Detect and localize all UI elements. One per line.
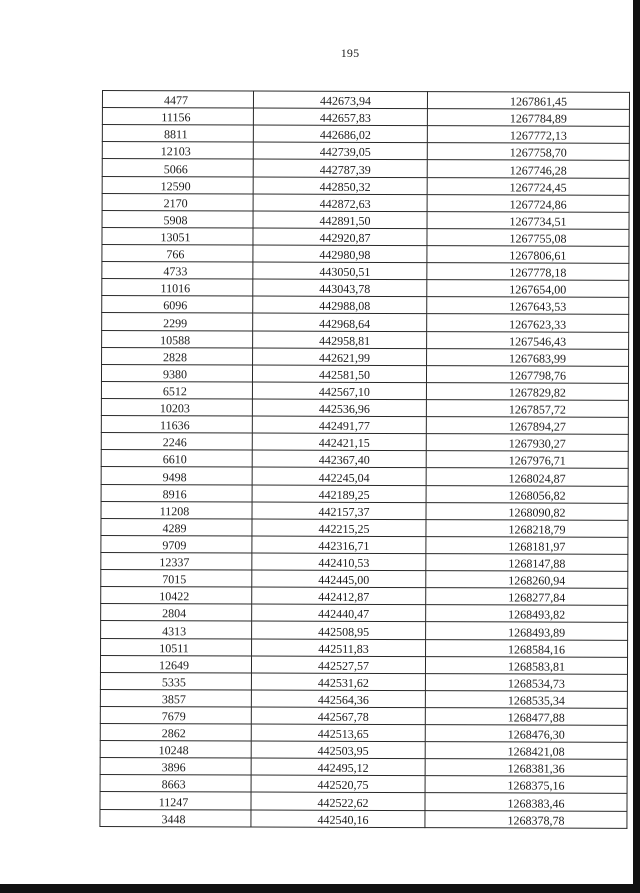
x-coordinate-cell: 442968,64 — [253, 313, 427, 331]
table-row — [102, 210, 629, 229]
y-coordinate-cell: 1267546,43 — [427, 331, 629, 349]
y-coordinate-cell: 1268375,16 — [425, 776, 627, 794]
table-row — [101, 621, 628, 640]
x-coordinate-cell: 442511,83 — [252, 639, 426, 657]
point-id-cell: 4733 — [102, 262, 253, 280]
table-row — [101, 638, 628, 657]
point-id-cell: 5335 — [100, 672, 251, 690]
table-row — [100, 655, 627, 674]
point-id-cell: 3896 — [100, 758, 251, 776]
x-coordinate-cell: 442787,39 — [253, 159, 427, 177]
x-coordinate-cell: 442508,95 — [252, 621, 426, 639]
table-row — [100, 792, 627, 811]
x-coordinate-cell: 442621,99 — [253, 348, 427, 366]
point-id-cell: 3448 — [100, 809, 251, 827]
coordinates-table-body — [100, 91, 630, 829]
point-id-cell: 8811 — [102, 125, 253, 143]
page-number: 195 — [340, 46, 360, 60]
y-coordinate-cell: 1267894,27 — [426, 417, 628, 435]
x-coordinate-cell: 442527,57 — [251, 656, 425, 674]
y-coordinate-cell: 1268493,89 — [426, 622, 628, 640]
x-coordinate-cell: 442503,95 — [251, 741, 425, 759]
point-id-cell: 11208 — [101, 501, 252, 519]
y-coordinate-cell: 1268056,82 — [426, 485, 628, 503]
x-coordinate-cell: 442520,75 — [251, 775, 425, 793]
x-coordinate-cell: 442686,02 — [253, 125, 427, 143]
point-id-cell: 12649 — [100, 655, 251, 673]
x-coordinate-cell: 442657,83 — [253, 108, 427, 126]
point-id-cell: 9709 — [101, 535, 252, 553]
point-id-cell: 10203 — [101, 398, 252, 416]
point-id-cell: 8663 — [100, 775, 251, 793]
x-coordinate-cell: 442367,40 — [252, 450, 426, 468]
table-row — [102, 296, 629, 315]
table-row — [100, 706, 627, 725]
point-id-cell: 10511 — [101, 638, 252, 656]
y-coordinate-cell: 1267643,53 — [427, 297, 629, 315]
table-row — [102, 125, 629, 144]
x-coordinate-cell: 442536,96 — [252, 399, 426, 417]
table-row — [102, 347, 629, 366]
x-coordinate-cell: 442581,50 — [252, 365, 426, 383]
y-coordinate-cell: 1267734,51 — [427, 211, 629, 229]
x-coordinate-cell: 442673,94 — [253, 91, 427, 109]
y-coordinate-cell: 1267806,61 — [427, 246, 629, 264]
x-coordinate-cell: 442495,12 — [251, 758, 425, 776]
y-coordinate-cell: 1267755,08 — [427, 229, 629, 247]
y-coordinate-cell: 1268090,82 — [426, 502, 628, 520]
x-coordinate-cell: 442850,32 — [253, 177, 427, 195]
table-row — [101, 570, 628, 589]
table-row — [100, 809, 627, 828]
x-coordinate-cell: 442245,04 — [252, 467, 426, 485]
y-coordinate-cell: 1268476,30 — [425, 725, 627, 743]
point-id-cell: 13051 — [102, 227, 253, 245]
y-coordinate-cell: 1267976,71 — [426, 451, 628, 469]
x-coordinate-cell: 442567,10 — [252, 382, 426, 400]
y-coordinate-cell: 1267724,45 — [427, 177, 629, 195]
table-row — [101, 364, 628, 383]
x-coordinate-cell: 442316,71 — [252, 536, 426, 554]
point-id-cell: 9498 — [101, 467, 252, 485]
point-id-cell: 2804 — [101, 604, 252, 622]
y-coordinate-cell: 1268534,73 — [425, 673, 627, 691]
point-id-cell: 2299 — [102, 313, 253, 331]
point-id-cell: 766 — [102, 244, 253, 262]
y-coordinate-cell: 1268477,88 — [425, 708, 627, 726]
y-coordinate-cell: 1268218,79 — [426, 519, 628, 537]
table-row — [102, 193, 629, 212]
point-id-cell: 2828 — [102, 347, 253, 365]
x-coordinate-cell: 442157,37 — [252, 502, 426, 520]
point-id-cell: 12337 — [101, 552, 252, 570]
y-coordinate-cell: 1267784,89 — [427, 109, 629, 127]
x-coordinate-cell: 442891,50 — [253, 211, 427, 229]
table-row — [101, 398, 628, 417]
y-coordinate-cell: 1267857,72 — [426, 400, 628, 418]
y-coordinate-cell: 1268277,84 — [426, 588, 628, 606]
y-coordinate-cell: 1268260,94 — [426, 571, 628, 589]
table-row — [101, 416, 628, 435]
y-coordinate-cell: 1267829,82 — [426, 382, 628, 400]
y-coordinate-cell: 1267930,27 — [426, 434, 628, 452]
point-id-cell: 10248 — [100, 741, 251, 759]
table-row — [102, 91, 629, 110]
point-id-cell: 6512 — [101, 381, 252, 399]
x-coordinate-cell: 442189,25 — [252, 485, 426, 503]
table-row — [102, 313, 629, 332]
x-coordinate-cell: 443043,78 — [253, 279, 427, 297]
point-id-cell: 11247 — [100, 792, 251, 810]
table-row — [100, 689, 627, 708]
table-row — [101, 450, 628, 469]
point-id-cell: 7679 — [100, 706, 251, 724]
coordinates-table — [99, 90, 630, 829]
table-row — [102, 262, 629, 281]
table-row — [102, 142, 629, 161]
y-coordinate-cell: 1267861,45 — [427, 92, 629, 110]
y-coordinate-cell: 1267654,00 — [427, 280, 629, 298]
table-row — [102, 227, 629, 246]
x-coordinate-cell: 442920,87 — [253, 228, 427, 246]
point-id-cell: 11156 — [102, 108, 253, 126]
table-row — [102, 159, 629, 178]
point-id-cell: 9380 — [101, 364, 252, 382]
table-row — [100, 724, 627, 743]
x-coordinate-cell: 442522,62 — [251, 793, 425, 811]
y-coordinate-cell: 1268381,36 — [425, 759, 627, 777]
point-id-cell: 4313 — [101, 621, 252, 639]
point-id-cell: 2246 — [101, 433, 252, 451]
x-coordinate-cell: 442739,05 — [253, 142, 427, 160]
table-row — [101, 484, 628, 503]
y-coordinate-cell: 1267683,99 — [427, 348, 629, 366]
table-row — [101, 604, 628, 623]
point-id-cell: 11636 — [101, 416, 252, 434]
y-coordinate-cell: 1267798,76 — [426, 365, 628, 383]
table-row — [101, 381, 628, 400]
table-row — [101, 552, 628, 571]
x-coordinate-cell: 442540,16 — [251, 810, 425, 828]
x-coordinate-cell: 442215,25 — [252, 519, 426, 537]
table-row — [100, 741, 627, 760]
x-coordinate-cell: 442421,15 — [252, 433, 426, 451]
x-coordinate-cell: 442445,00 — [252, 570, 426, 588]
y-coordinate-cell: 1268493,82 — [426, 605, 628, 623]
point-id-cell: 5066 — [102, 159, 253, 177]
point-id-cell: 6096 — [102, 296, 253, 314]
point-id-cell: 2170 — [102, 193, 253, 211]
table-row — [101, 433, 628, 452]
table-row — [102, 330, 629, 349]
point-id-cell: 10422 — [101, 587, 252, 605]
y-coordinate-cell: 1267746,28 — [427, 160, 629, 178]
point-id-cell: 4289 — [101, 518, 252, 536]
y-coordinate-cell: 1268024,87 — [426, 468, 628, 486]
y-coordinate-cell: 1268383,46 — [425, 793, 627, 811]
x-coordinate-cell: 442958,81 — [253, 331, 427, 349]
y-coordinate-cell: 1267778,18 — [427, 263, 629, 281]
table-row — [102, 176, 629, 195]
x-coordinate-cell: 442513,65 — [251, 724, 425, 742]
table-row — [101, 501, 628, 520]
point-id-cell: 4477 — [102, 91, 253, 109]
table-row — [101, 467, 628, 486]
table-row — [102, 244, 629, 263]
scan-border-right — [633, 0, 640, 893]
y-coordinate-cell: 1268378,78 — [425, 810, 627, 828]
point-id-cell: 12103 — [102, 142, 253, 160]
point-id-cell: 6610 — [101, 450, 252, 468]
table-row — [100, 758, 627, 777]
table-row — [102, 108, 629, 127]
x-coordinate-cell: 442412,87 — [252, 587, 426, 605]
table-row — [102, 279, 629, 298]
point-id-cell: 10588 — [102, 330, 253, 348]
point-id-cell: 8916 — [101, 484, 252, 502]
y-coordinate-cell: 1268583,81 — [425, 656, 627, 674]
point-id-cell: 5908 — [102, 210, 253, 228]
y-coordinate-cell: 1267724,86 — [427, 194, 629, 212]
point-id-cell: 2862 — [100, 724, 251, 742]
x-coordinate-cell: 442980,98 — [253, 245, 427, 263]
y-coordinate-cell: 1268535,34 — [425, 690, 627, 708]
y-coordinate-cell: 1268421,08 — [425, 742, 627, 760]
x-coordinate-cell: 442872,63 — [253, 194, 427, 212]
point-id-cell: 12590 — [102, 176, 253, 194]
x-coordinate-cell: 442988,08 — [253, 296, 427, 314]
y-coordinate-cell: 1268181,97 — [426, 536, 628, 554]
point-id-cell: 3857 — [100, 689, 251, 707]
x-coordinate-cell: 442410,53 — [252, 553, 426, 571]
x-coordinate-cell: 443050,51 — [253, 262, 427, 280]
x-coordinate-cell: 442531,62 — [251, 673, 425, 691]
point-id-cell: 11016 — [102, 279, 253, 297]
y-coordinate-cell: 1267758,70 — [427, 143, 629, 161]
table-row — [101, 518, 628, 537]
y-coordinate-cell: 1268147,88 — [426, 554, 628, 572]
x-coordinate-cell: 442567,78 — [251, 707, 425, 725]
table-row — [101, 587, 628, 606]
table-row — [100, 775, 627, 794]
y-coordinate-cell: 1267772,13 — [427, 126, 629, 144]
x-coordinate-cell: 442440,47 — [252, 604, 426, 622]
table-row — [101, 535, 628, 554]
x-coordinate-cell: 442564,36 — [251, 690, 425, 708]
y-coordinate-cell: 1268584,16 — [426, 639, 628, 657]
x-coordinate-cell: 442491,77 — [252, 416, 426, 434]
table-row — [100, 672, 627, 691]
scan-border-bottom — [0, 884, 640, 893]
point-id-cell: 7015 — [101, 570, 252, 588]
y-coordinate-cell: 1267623,33 — [427, 314, 629, 332]
